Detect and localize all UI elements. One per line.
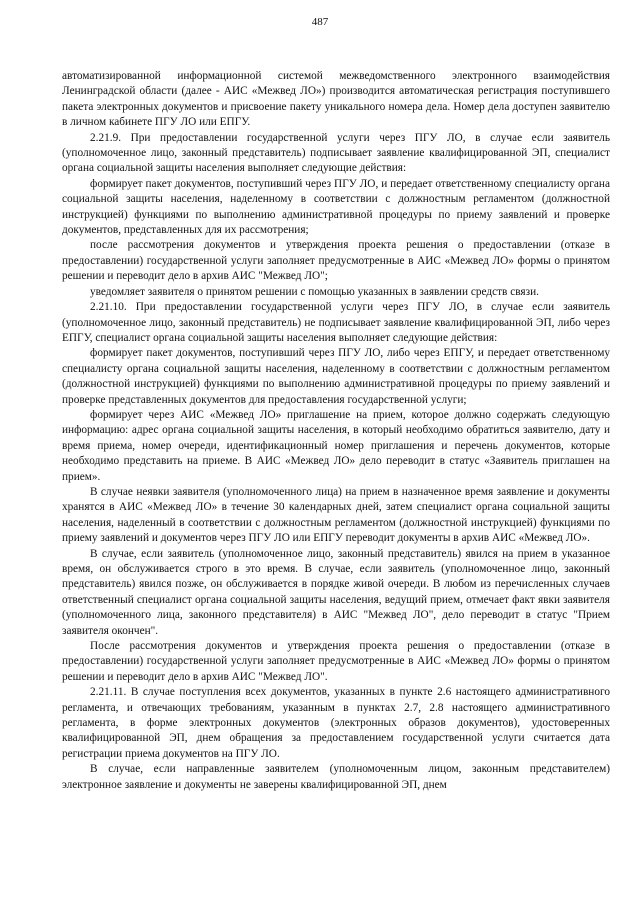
paragraph: после рассмотрения документов и утверждения проекта решения о предоставлении (отказе в предоставлении) государственной услуги заполняет предусмотренные в АИС «Межвед ЛО» формы о принятом решении и переводит дело в архив АИС "Межвед ЛО"; — [62, 239, 610, 283]
paragraph: формирует пакет документов, поступивший через ПГУ ЛО, и передает ответственному специалисту органа социальной защиты населения, наделенному в соответствии с должностным регламентом (должностной инструкцией) функциями по выполнению административной процедуры по приему заявлений и проверке документов, представленных для их рассмотрения; — [62, 177, 610, 237]
paragraph: После рассмотрения документов и утверждения проекта решения о предоставлении (отказе в предоставлении) государственной услуги заполняет предусмотренные в АИС «Межвед ЛО» формы о принятом решении и переводит дело в архив АИС "Межвед ЛО". — [62, 640, 610, 683]
paragraph: В случае неявки заявителя (уполномоченного лица) на прием в назначенное время заявление и документы хранятся в АИС «Межвед ЛО» в течение 30 календарных дней, затем специалист органа социальной защиты населения, наделенный в соответствии с должностным регламентом (должностной инструкцией) функциями по приему заявлений и документов через ПГУ ЛО или ЕПГУ переводит документы в архив АИС «Межвед ЛО». — [62, 485, 610, 545]
paragraph-2-21-9: 2.21.9. При предоставлении государственной услуги через ПГУ ЛО, в случае если заявитель (уполномоченное лицо, законный представитель) подписывает заявление квалифицированной ЭП, специалист органа социальной защиты населения выполняет следующие действия: — [62, 131, 610, 175]
paragraph: формирует через АИС «Межвед ЛО» приглашение на прием, которое должно содержать следующую информацию: адрес органа социальной защиты населения, в который необходимо обратиться заявителю, дату и время приема, номер очереди, идентификационный номер приглашения и перечень документов, которые необходимо представить на приеме. В АИС «Межвед ЛО» дело переводит в статус «Заявитель приглашен на прием». — [62, 408, 610, 483]
paragraph: формирует пакет документов, поступивший через ПГУ ЛО, либо через ЕПГУ, и передает ответственному специалисту органа социальной защиты населения, наделенному в соответствии с должностным регламентом (должностной инструкцией) функциями по выполнению административной процедуры по приему заявлений и проверке представленных документов для предоставления государственной услуги; — [62, 347, 610, 406]
paragraph: уведомляет заявителя о принятом решении с помощью указанных в заявлении средств связи. — [90, 285, 539, 298]
page-number: 487 — [311, 16, 329, 28]
paragraph: автоматизированной информационной системой межведомственного электронного взаимодействия Ленинградской области (далее - АИС «Межвед ЛО») производится автоматическая регистрация поступившего пакета электронных документов и присвоение пакету уникального номера дела. Номер дела доступен заявителю в личном кабинете ПГУ ЛО или ЕПГУ. — [62, 70, 610, 129]
paragraph-2-21-11: 2.21.11. В случае поступления всех документов, указанных в пункте 2.6 настоящего административного регламента, и отвечающих требованиям, указанным в пунктах 2.7, 2.8 настоящего административного регламента, в форме электронных документов (электронных образов документов), удостоверенных квалифицированной ЭП, днем обращения за предоставлением государственной услуги считается дата регистрации приема документов на ПГУ ЛО. — [62, 686, 610, 760]
paragraph: В случае, если направленные заявителем (уполномоченным лицом, законным представителем) электронное заявление и документы не заверены квалифицированной ЭП, днем — [62, 763, 610, 791]
paragraph-2-21-10: 2.21.10. При предоставлении государственной услуги через ПГУ ЛО, в случае если заявитель (уполномоченное лицо, законный представитель) не подписывает заявление квалифицированной ЭП, либо через ЕПГУ, специалист органа социальной защиты населения выполняет следующие действия: — [62, 301, 610, 344]
document-body — [62, 69, 610, 793]
paragraph: В случае, если заявитель (уполномоченное лицо, законный представитель) явился на прием в указанное время, он обслуживается строго в это время. В случае, если заявитель (уполномоченное лицо, законный представитель) явился позже, он обслуживается в порядке живой очереди. В любом из перечисленных случаев ответственный специалист органа социальной защиты населения, ведущий прием, отмечает факт явки заявителя (уполномоченного лица, законного представителя) в АИС "Межвед ЛО", дело переводит в статус "Прием заявителя окончен". — [62, 547, 610, 637]
